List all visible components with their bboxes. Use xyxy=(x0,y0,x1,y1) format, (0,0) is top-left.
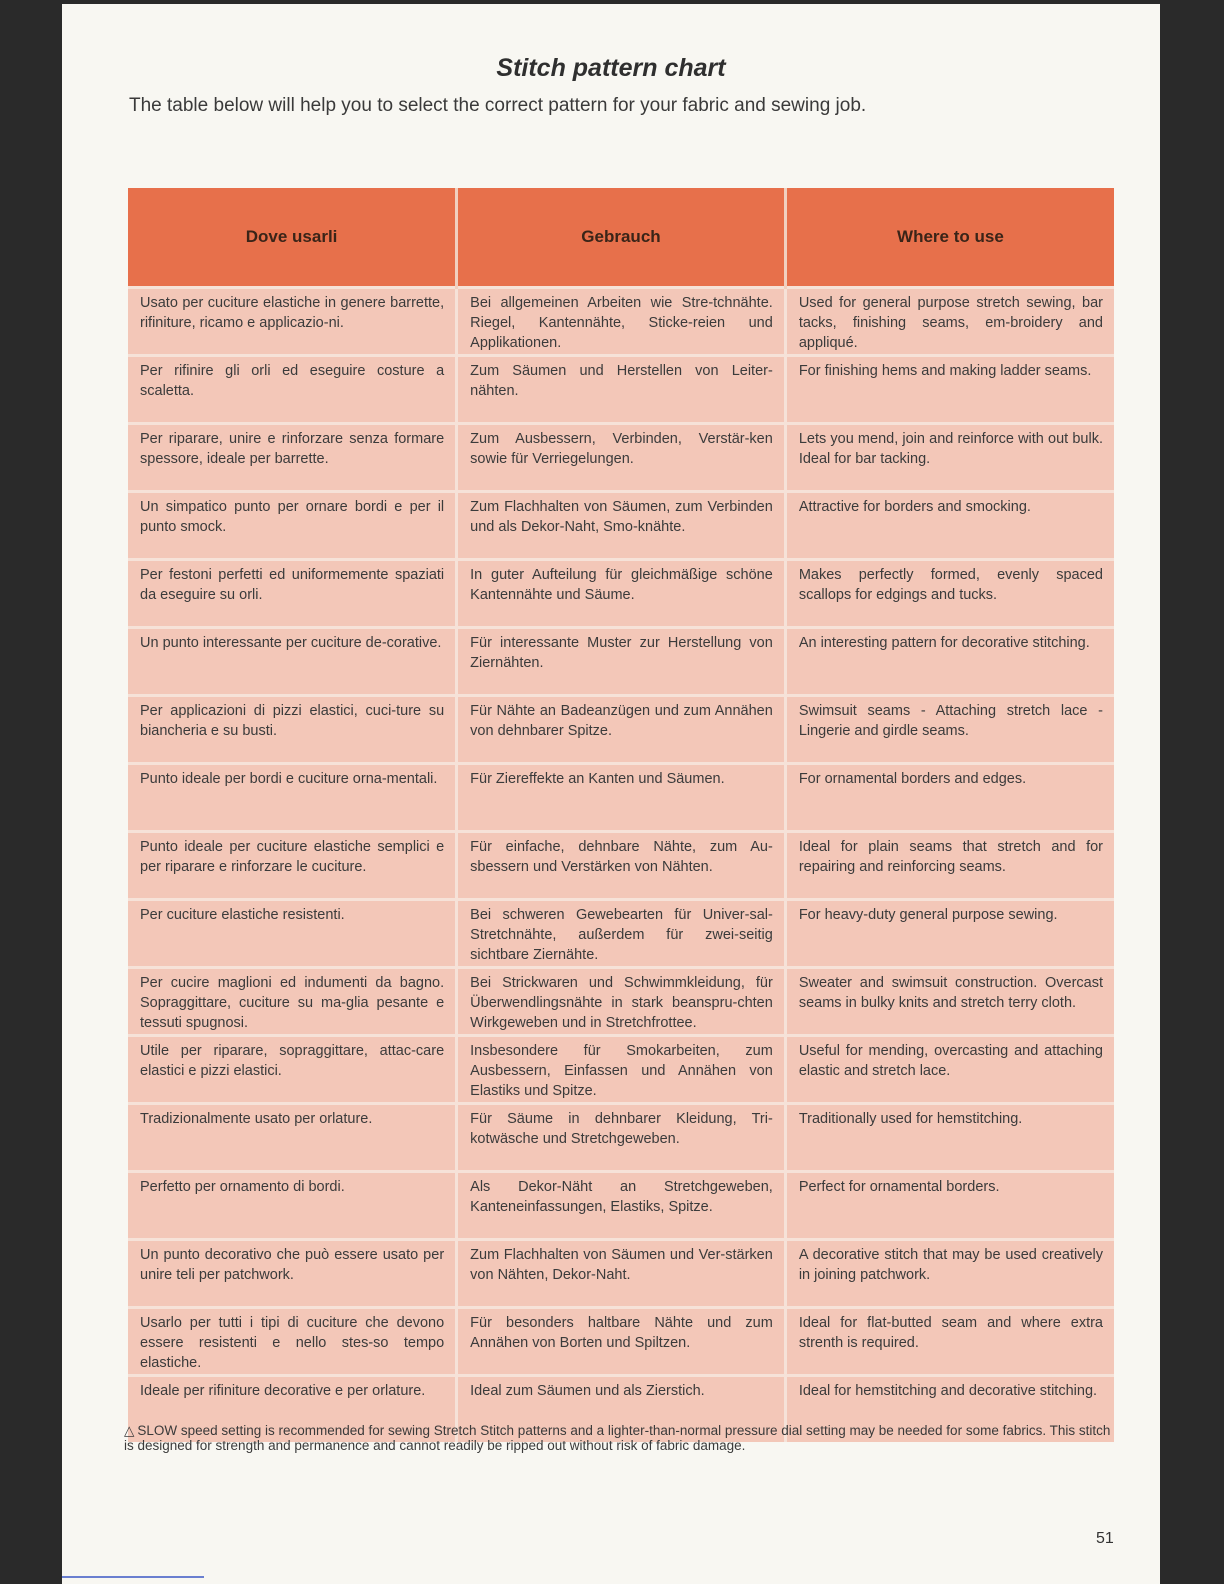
cell-italian: Per festoni perfetti ed uniformemente spaziati da eseguire su orli. xyxy=(128,560,457,628)
cell-german: Bei allgemeinen Arbeiten wie Stre-tchnähte. Riegel, Kantennähte, Sticke-reien und Applikationen. xyxy=(457,288,786,356)
cell-italian: Per riparare, unire e rinforzare senza formare spessore, ideale per barrette. xyxy=(128,424,457,492)
cell-german: Insbesondere für Smokarbeiten, zum Ausbessern, Einfassen und Annähen von Elastiks und Spitze. xyxy=(457,1036,786,1104)
table-row xyxy=(128,696,1114,764)
cell-italian: Utile per riparare, sopraggittare, attac-care elastici e pizzi elastici. xyxy=(128,1036,457,1104)
cell-english: For ornamental borders and edges. xyxy=(785,764,1114,832)
header-italian: Dove usarli xyxy=(128,188,457,288)
table-body xyxy=(128,288,1114,1443)
page-title: Stitch pattern chart xyxy=(496,54,726,82)
decorative-line xyxy=(62,1576,204,1578)
cell-italian: Per rifinire gli orli ed eseguire costure a scaletta. xyxy=(128,356,457,424)
table-row xyxy=(128,1240,1114,1308)
footnote xyxy=(124,1423,1116,1453)
cell-english: Lets you mend, join and reinforce with out bulk. Ideal for bar tacking. xyxy=(785,424,1114,492)
cell-english: Ideal for flat-butted seam and where extra strenth is required. xyxy=(785,1308,1114,1376)
table-row xyxy=(128,628,1114,696)
cell-german: In guter Aufteilung für gleichmäßige schöne Kantennähte und Säume. xyxy=(457,560,786,628)
table-row xyxy=(128,492,1114,560)
cell-german: Zum Flachhalten von Säumen, zum Verbinden und als Dekor-Naht, Smo-knähte. xyxy=(457,492,786,560)
cell-german: Zum Ausbessern, Verbinden, Verstär-ken sowie für Verriegelungen. xyxy=(457,424,786,492)
table-row xyxy=(128,288,1114,356)
cell-german: Bei schweren Gewebearten für Univer-sal- Stretchnähte, außerdem für zwei-seitig sichtbare Ziernähte. xyxy=(457,900,786,968)
header-german: Gebrauch xyxy=(457,188,786,288)
cell-english: Sweater and swimsuit construction. Overcast seams in bulky knits and stretch terry cloth. xyxy=(785,968,1114,1036)
cell-italian: Per cuciture elastiche resistenti. xyxy=(128,900,457,968)
cell-german: Zum Flachhalten von Säumen und Ver-stärken von Nähten, Dekor-Naht. xyxy=(457,1240,786,1308)
cell-english: Ideal for hemstitching and decorative stitching. xyxy=(785,1376,1114,1443)
cell-german: Als Dekor-Näht an Stretchgeweben, Kanteneinfassungen, Elastiks, Spitze. xyxy=(457,1172,786,1240)
cell-german: Für besonders haltbare Nähte und zum Annähen von Borten und Spiltzen. xyxy=(457,1308,786,1376)
cell-german: Für Säume in dehnbarer Kleidung, Tri-kotwäsche und Stretchgeweben. xyxy=(457,1104,786,1172)
cell-italian: Per cucire maglioni ed indumenti da bagno. Sopraggittare, cuciture su ma-glia pesante e tessuti spugnosi. xyxy=(128,968,457,1036)
cell-english: Useful for mending, overcasting and attaching elastic and stretch lace. xyxy=(785,1036,1114,1104)
cell-german: Zum Säumen und Herstellen von Leiter-nähten. xyxy=(457,356,786,424)
warning-triangle-icon: △ xyxy=(124,1423,135,1438)
cell-german: Ideal zum Säumen und als Zierstich. xyxy=(457,1376,786,1443)
cell-italian: Usarlo per tutti i tipi di cuciture che devono essere resistenti e nello stes-so tempo elastiche. xyxy=(128,1308,457,1376)
cell-english: Attractive for borders and smocking. xyxy=(785,492,1114,560)
table-row xyxy=(128,764,1114,832)
table-row xyxy=(128,832,1114,900)
table-row xyxy=(128,900,1114,968)
cell-english: An interesting pattern for decorative stitching. xyxy=(785,628,1114,696)
cell-italian: Perfetto per ornamento di bordi. xyxy=(128,1172,457,1240)
cell-german: Für einfache, dehnbare Nähte, zum Au-sbessern und Verstärken von Nähten. xyxy=(457,832,786,900)
cell-italian: Un simpatico punto per ornare bordi e per il punto smock. xyxy=(128,492,457,560)
document-page xyxy=(62,4,1160,1584)
table-row xyxy=(128,968,1114,1036)
cell-german: Für interessante Muster zur Herstellung von Ziernähten. xyxy=(457,628,786,696)
cell-german: Für Ziereffekte an Kanten und Säumen. xyxy=(457,764,786,832)
table-row xyxy=(128,1172,1114,1240)
table-row xyxy=(128,1308,1114,1376)
cell-english: Swimsuit seams - Attaching stretch lace - Lingerie and girdle seams. xyxy=(785,696,1114,764)
cell-english: Ideal for plain seams that stretch and for repairing and reinforcing seams. xyxy=(785,832,1114,900)
table-row xyxy=(128,1036,1114,1104)
cell-german: Für Nähte an Badeanzügen und zum Annähen von dehnbarer Spitze. xyxy=(457,696,786,764)
cell-italian: Un punto decorativo che può essere usato per unire teli per patchwork. xyxy=(128,1240,457,1308)
footnote-text: SLOW speed setting is recommended for sewing Stretch Stitch patterns and a lighter-than-normal pressure dial setting may be needed for some fabrics. This stitch is designed for strength and permanence and cannot readily be ripped out without risk of fabric damage. xyxy=(124,1423,1111,1453)
table-row xyxy=(128,424,1114,492)
table-row xyxy=(128,1104,1114,1172)
cell-italian: Usato per cuciture elastiche in genere barrette, rifiniture, ricamo e applicazio-ni. xyxy=(128,288,457,356)
cell-italian: Un punto interessante per cuciture de-corative. xyxy=(128,628,457,696)
cell-english: For heavy-duty general purpose sewing. xyxy=(785,900,1114,968)
cell-italian: Punto ideale per cuciture elastiche semplici e per riparare e rinforzare le cuciture. xyxy=(128,832,457,900)
cell-italian: Punto ideale per bordi e cuciture orna-mentali. xyxy=(128,764,457,832)
cell-english: A decorative stitch that may be used creatively in joining patchwork. xyxy=(785,1240,1114,1308)
cell-italian: Ideale per rifiniture decorative e per orlature. xyxy=(128,1376,457,1443)
intro-text: The table below will help you to select the correct pattern for your fabric and sewing job. xyxy=(129,95,867,116)
cell-italian: Tradizionalmente usato per orlature. xyxy=(128,1104,457,1172)
cell-english: For finishing hems and making ladder seams. xyxy=(785,356,1114,424)
stitch-table-container xyxy=(128,188,1114,1442)
page-number: 51 xyxy=(1096,1530,1114,1547)
table-row xyxy=(128,560,1114,628)
table-row xyxy=(128,356,1114,424)
cell-english: Traditionally used for hemstitching. xyxy=(785,1104,1114,1172)
table-header-row xyxy=(128,188,1114,288)
cell-italian: Per applicazioni di pizzi elastici, cuci-ture su biancheria e su busti. xyxy=(128,696,457,764)
cell-english: Makes perfectly formed, evenly spaced scallops for edgings and tucks. xyxy=(785,560,1114,628)
cell-english: Perfect for ornamental borders. xyxy=(785,1172,1114,1240)
header-english: Where to use xyxy=(785,188,1114,288)
cell-german: Bei Strickwaren und Schwimmkleidung, für Überwendlingsnähte in stark beanspru-chten Wirkgeweben und in Stretchfrottee. xyxy=(457,968,786,1036)
stitch-pattern-table xyxy=(128,188,1114,1442)
cell-english: Used for general purpose stretch sewing, bar tacks, finishing seams, em-broidery and appliqué. xyxy=(785,288,1114,356)
